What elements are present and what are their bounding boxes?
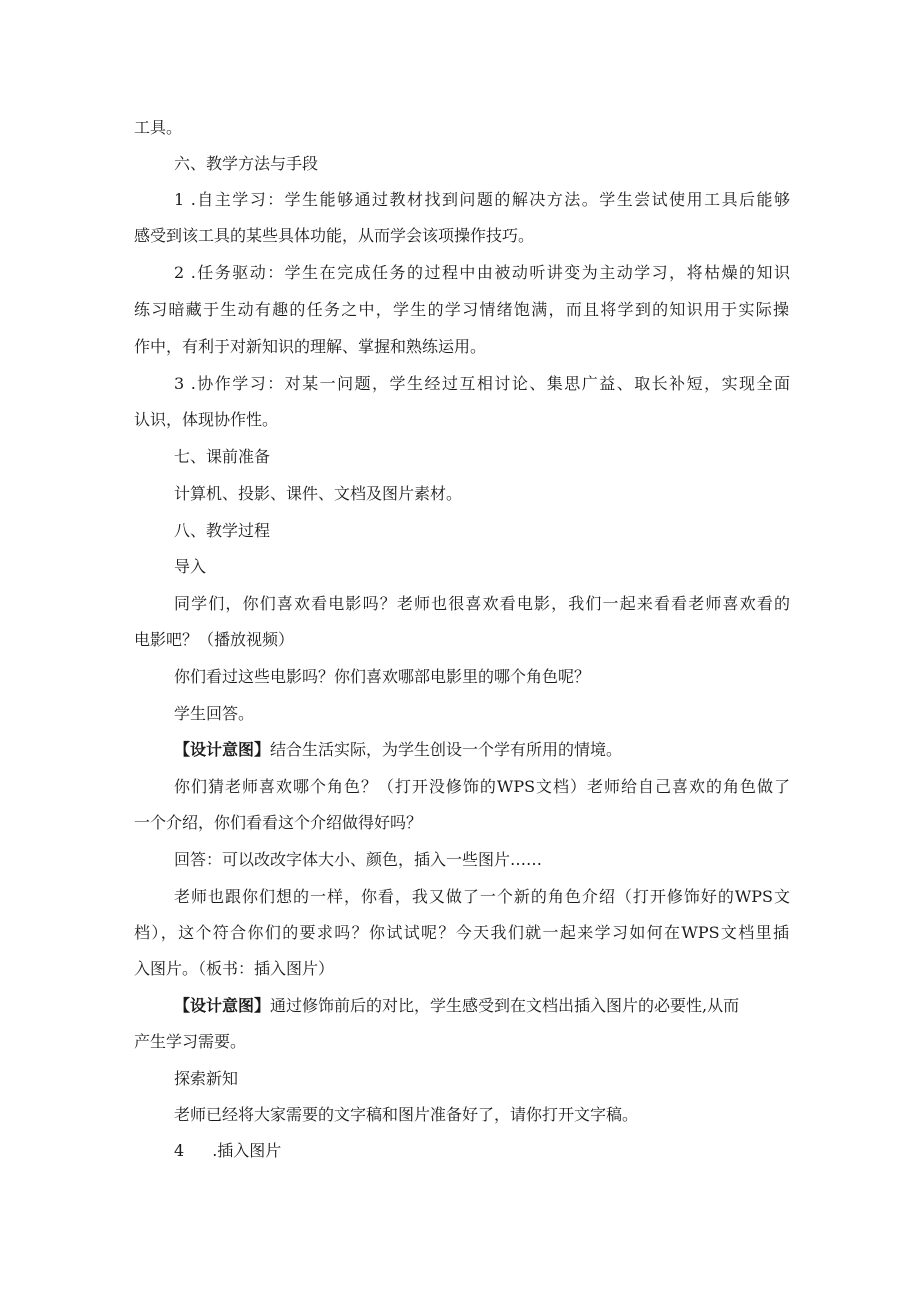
text-line: 入图片。（板书：插入图片） [134,959,335,978]
text-line: 回答：可以改改字体大小、颜色，插入一些图片…… [174,850,543,869]
text-line: 同学们，你们喜欢看电影吗？老师也很喜欢看电影，我们一起来看看老师喜欢看的 [174,594,790,613]
design-intent-line [174,739,622,761]
text-line: 你们猜老师喜欢哪个角色？（打开没修饰的WPS文档）老师给自己喜欢的角色做了 [174,777,790,796]
item-title: .插入图片 [212,1141,282,1160]
section-heading-process: 八、教学过程 [174,521,271,540]
numbered-heading-insert-picture [174,1140,281,1162]
text-line: 认识，体现协作性。 [134,410,279,429]
item-number: 4 [174,1141,185,1160]
subheading-intro: 导入 [174,557,207,576]
text-line: 档），这个符合你们的要求吗？你试试呢？今天我们就一起来学习如何在WPS文档里插 [134,923,789,942]
text-line: 电影吧？（播放视频） [134,630,295,649]
design-intent-line [174,995,790,1017]
section-heading-methods: 六、教学方法与手段 [174,154,319,173]
text-line: 练习暗藏于生动有趣的任务之中，学生的学习情绪饱满，而且将学到的知识用于实际操 [134,300,789,319]
text-line: 产生学习需要。 [134,1032,247,1051]
text-line: 3 .协作学习：对某一问题，学生经过互相讨论、集思广益、取长补短，实现全面 [174,374,790,393]
text-line: 一个介绍，你们看看这个介绍做得好吗？ [134,813,423,832]
text-line: 感受到该工具的某些具体功能，从而学会该项操作技巧。 [134,226,535,245]
design-intent-text: 结合生活实际，为学生创设一个学有所用的情境。 [270,740,623,759]
design-intent-text: 通过修饰前后的对比，学生感受到在文档出插入图片的必要性,从而 [270,996,740,1015]
text-line: 工具。 [134,118,183,137]
text-line: 老师已经将大家需要的文字稿和图片准备好了，请你打开文字稿。 [174,1105,639,1124]
text-line: 你们看过这些电影吗？你们喜欢哪部电影里的哪个角色呢？ [174,667,591,686]
section-heading-preparation: 七、课前准备 [174,447,271,466]
text-line: 1 .自主学习：学生能够通过教材找到问题的解决方法。学生尝试使用工具后能够 [174,190,790,209]
text-line: 作中，有利于对新知识的理解、掌握和熟练运用。 [134,337,487,356]
text-line: 老师也跟你们想的一样，你看，我又做了一个新的角色介绍（打开修饰好的WPS文 [174,887,790,906]
design-intent-tag: 【设计意图】 [174,996,271,1015]
subheading-explore: 探索新知 [174,1069,239,1088]
text-line: 学生回答。 [174,704,255,723]
text-line: 2 .任务驱动：学生在完成任务的过程中由被动听讲变为主动学习，将枯燥的知识 [174,263,790,282]
text-line: 计算机、投影、课件、文档及图片素材。 [174,484,463,503]
design-intent-tag: 【设计意图】 [174,740,271,759]
